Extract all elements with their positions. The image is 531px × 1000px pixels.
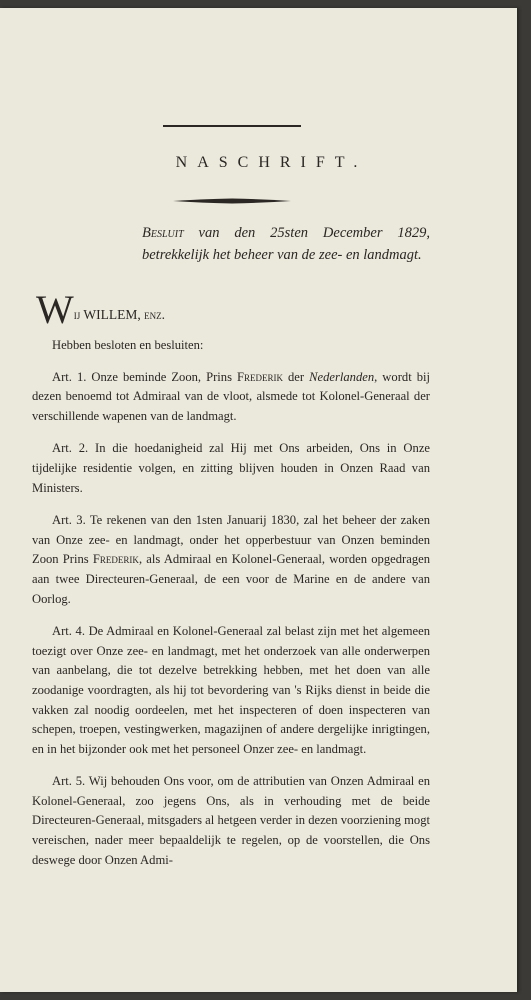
article-1 <box>32 368 430 427</box>
article-3 <box>32 511 430 609</box>
drop-capital: W <box>36 287 74 332</box>
page-title: NASCHRIFT. <box>175 154 368 171</box>
top-rule <box>163 125 301 127</box>
resolution-line: Hebben besloten en besluiten: <box>52 338 204 352</box>
opening-rest: ij WILLEM, <box>73 307 141 322</box>
article-1-name: Frederik <box>236 369 283 384</box>
article-2: Art. 2. In die hoedanigheid zal Hij met Ons arbeiden, Ons in Onze tijdelijke residentie volgen, en zitting blijven houden in Onzen Raad van Ministers. <box>32 441 430 495</box>
article-3-rest: , als Admiraal en Kolonel-Generaal, worden opgedragen aan twee Directeuren-Generaal, de een voor de Marine en de andere van Oorlog. <box>32 552 430 606</box>
article-1-rest: , wordt bij dezen benoemd tot Admiraal van de vloot, alsmede tot Kolonel-Generaal der verschillende wapenen van de landmagt. <box>32 369 430 423</box>
decree-lead: Besluit <box>142 225 184 241</box>
decree-rest: van den 25sten December 1829, betrekkelijk het beheer van de zee- en landmagt. <box>142 225 430 263</box>
article-4: Art. 4. De Admiraal en Kolonel-Generaal zal belast zijn met het algemeen toezigt over Onze zee- en landmagt, met het onderzoek van alle onderwerpen van aanbelang, die tot dezelve betrekking hebben, met het doen van alle zoodanige voordragten, als hij tot bevordering van 's Rijks dienst in beide die vakken zal noodig oordeelen, met het inspecteren of doen inspecteren van schepen, troepen, vestingwerken, magazijnen of andere dergelijke inrigtingen, en in het bijzonder ook met het personeel Onzer zee- en landmagt. <box>32 624 430 756</box>
article-3-text: Art. 3. Te rekenen van den 1sten Januarij 1830, zal het beheer der zaken van Onze zee- en landmagt, onder het opperbestuur van Onzen beminden Zoon Prins <box>32 513 430 567</box>
decree-heading <box>142 222 430 266</box>
opening-line <box>36 287 166 332</box>
article-5: Art. 5. Wij behouden Ons voor, om de attributien van Onzen Admiraal en Kolonel-Generaal, zoo jegens Ons, als in verhouding met de beide Directeuren-Generaal, mitsgaders al hetgeen verder in dezen voorziening mogt vereischen, nader meer bepaaldelijk te regelen, op de voorstellen, die Ons deswege door Onzen Admi- <box>32 774 430 867</box>
article-1-text: Art. 1. Onze beminde Zoon, Prins <box>52 369 237 384</box>
article-1-middle: der <box>283 369 310 384</box>
document-page <box>0 8 517 992</box>
article-3-name: Frederik <box>92 552 139 567</box>
document-body <box>32 336 430 883</box>
opening-enz: enz. <box>140 307 166 322</box>
article-1-country: Nederlanden <box>309 369 375 384</box>
ornament-divider <box>173 197 291 205</box>
